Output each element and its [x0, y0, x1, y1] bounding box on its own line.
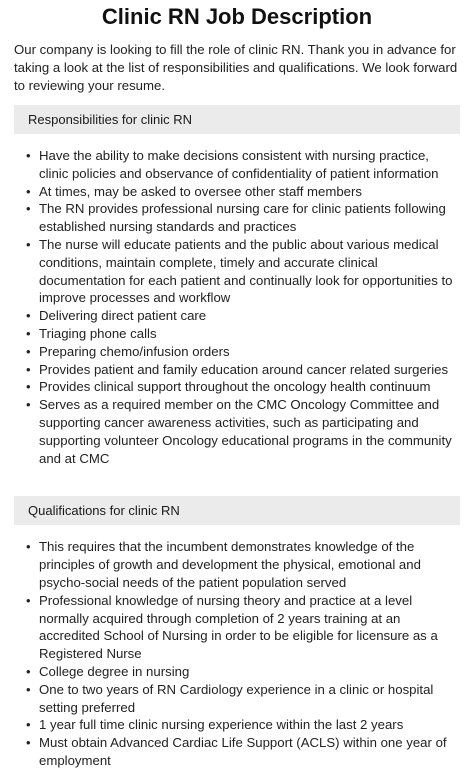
- bullet-icon: •: [26, 592, 31, 608]
- bullet-icon: •: [26, 397, 31, 413]
- intro-paragraph: Our company is looking to fill the role of clinic RN. Thank you in advance for taking a look at the list of responsibilities and qualifications. We look forward to reviewing your resume.: [14, 42, 458, 93]
- list-item-text: Have the ability to make decisions consistent with nursing practice, clinic policies and observance of confidentiality of patient information: [39, 148, 439, 181]
- qualifications-heading: Qualifications for clinic RN: [14, 496, 460, 525]
- list-item-text: Serves as a required member on the CMC Oncology Committee and supporting cancer awareness activities, such as participating and supporting volunteer Oncology educational programs in the community and at CMC: [39, 397, 452, 466]
- bullet-icon: •: [26, 681, 31, 697]
- list-item: [14, 396, 460, 467]
- list-item-text: 1 year full time clinic nursing experience within the last 2 years: [39, 717, 404, 733]
- list-item-text: This requires that the incumbent demonstrates knowledge of the principles of growth and development the physical, emotional and psycho-social needs of the patient population served: [39, 539, 421, 590]
- bullet-icon: •: [26, 343, 31, 359]
- list-item: [14, 343, 460, 361]
- section-spacer: [14, 467, 460, 486]
- list-item: [14, 378, 460, 396]
- responsibilities-heading: Responsibilities for clinic RN: [14, 105, 460, 134]
- bullet-icon: •: [26, 735, 31, 751]
- bullet-icon: •: [26, 236, 31, 252]
- list-item: [14, 183, 460, 201]
- bullet-icon: •: [26, 539, 31, 555]
- bullet-icon: •: [26, 379, 31, 395]
- list-item: [14, 592, 460, 663]
- bullet-icon: •: [26, 183, 31, 199]
- list-item-text: One to two years of RN Cardiology experience in a clinic or hospital setting preferred: [39, 681, 434, 715]
- list-item: [14, 200, 460, 236]
- list-item: [14, 663, 460, 681]
- list-item-text: Delivering direct patient care: [39, 308, 207, 324]
- qualifications-list: [14, 538, 460, 769]
- list-item: [14, 147, 460, 183]
- list-item-text: At times, may be asked to oversee other staff members: [39, 183, 362, 199]
- list-item-text: College degree in nursing: [39, 663, 190, 679]
- list-item: [14, 361, 460, 379]
- bullet-icon: •: [26, 201, 31, 217]
- list-item: [14, 734, 460, 770]
- list-item: [14, 716, 460, 734]
- responsibilities-list: [14, 147, 460, 467]
- list-item: [14, 325, 460, 343]
- list-item-text: Preparing chemo/infusion orders: [39, 343, 230, 359]
- list-item-text: The nurse will educate patients and the public about various medical conditions, maintain complete, timely and accurate clinical documentation for each patient and continually look for opportunities to improve processes and workflow: [39, 236, 453, 306]
- bullet-icon: •: [26, 717, 31, 733]
- bullet-icon: •: [26, 148, 31, 163]
- list-item-text: Triaging phone calls: [39, 325, 157, 341]
- list-item: [14, 307, 460, 325]
- bullet-icon: •: [26, 663, 31, 679]
- list-item-text: The RN provides professional nursing care for clinic patients following established nursing standards and practices: [39, 201, 446, 235]
- page-title: Clinic RN Job Description: [101, 4, 373, 29]
- list-item: [14, 236, 460, 307]
- bullet-icon: •: [26, 361, 31, 377]
- bullet-icon: •: [26, 325, 31, 341]
- bullet-icon: •: [26, 308, 31, 324]
- list-item-text: Must obtain Advanced Cardiac Life Support (ACLS) within one year of employment: [39, 735, 447, 768]
- list-item: [14, 538, 460, 591]
- list-item-text: Provides clinical support throughout the oncology health continuum: [39, 379, 431, 395]
- list-item-text: Provides patient and family education around cancer related surgeries: [39, 361, 449, 377]
- list-item-text: Professional knowledge of nursing theory and practice at a level normally acquired through completion of 2 years training at an accredited School of Nursing in order to be eligible for licensure as a Registered Nurse: [39, 592, 438, 662]
- list-item: [14, 681, 460, 717]
